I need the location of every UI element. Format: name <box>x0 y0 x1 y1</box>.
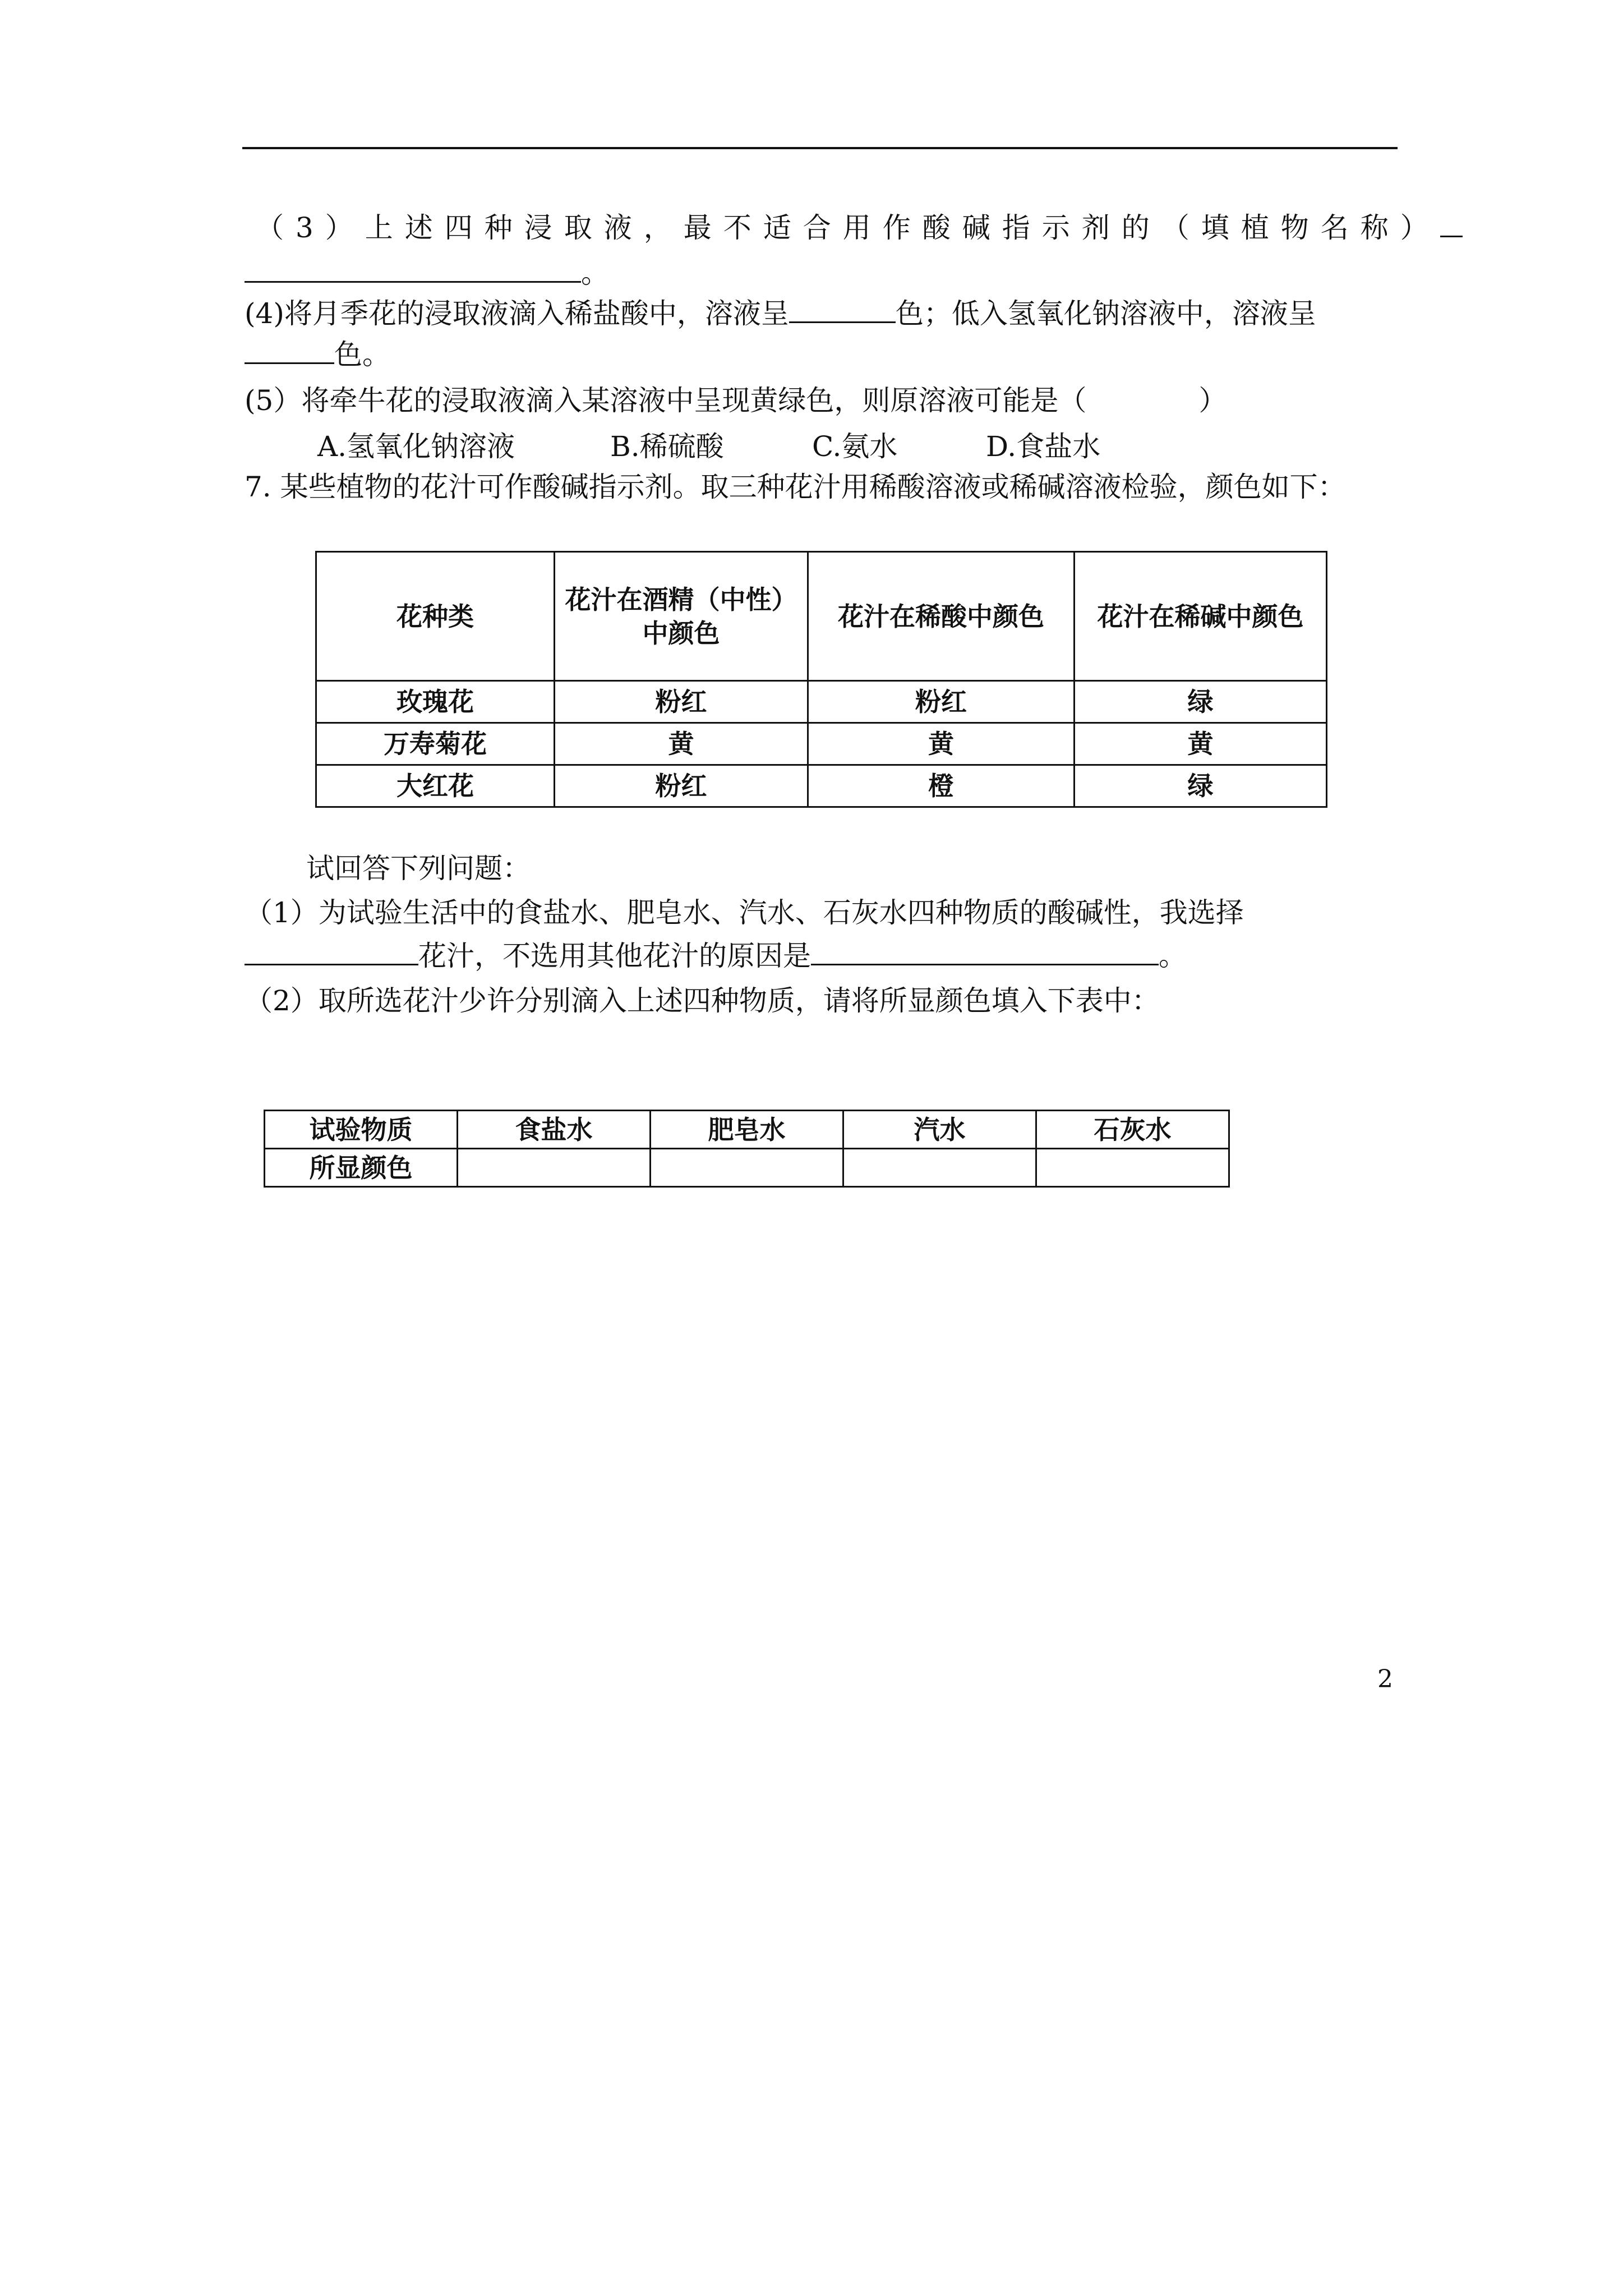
header-salt-water: 食盐水 <box>458 1111 651 1149</box>
q5-close: ） <box>1198 384 1227 417</box>
cell-alcohol: 粉红 <box>555 765 808 807</box>
cell-acid: 黄 <box>808 723 1075 765</box>
q7-p1-text-b: 花汁，不选用其他花汁的原因是 <box>418 940 811 972</box>
header-flower-type: 花种类 <box>316 552 555 681</box>
cell-base: 绿 <box>1075 765 1327 807</box>
header-alcohol-color-text: 花汁在酒精（中性）中颜色 <box>565 584 797 648</box>
q4-blank-base[interactable] <box>245 338 334 364</box>
table-row <box>265 1149 1229 1187</box>
header-acid-color: 花汁在稀酸中颜色 <box>808 552 1075 681</box>
cell-flower: 玫瑰花 <box>316 681 555 723</box>
q3-answer-blank[interactable] <box>245 256 581 283</box>
cell-alcohol: 粉红 <box>555 681 808 723</box>
cell-base: 黄 <box>1075 723 1327 765</box>
q7-intro: 7. 某些植物的花汁可作酸碱指示剂。取三种花汁用稀酸溶液或稀碱溶液检验，颜色如下： <box>245 471 1346 503</box>
q4-text-b: 色；低入氢氧化钠溶液中，溶液呈 <box>895 297 1316 330</box>
q5-option-c[interactable]: C.氨水 <box>812 430 898 463</box>
q4-blank-acid[interactable] <box>789 297 896 323</box>
table-row <box>316 681 1327 723</box>
header-base-color: 花汁在稀碱中颜色 <box>1075 552 1327 681</box>
row-label-color: 所显颜色 <box>265 1149 458 1187</box>
q3-text: （3）上述四种浸取液，最不适合用作酸碱指示剂的（填植物名称） <box>256 211 1440 244</box>
q7-p2-line: （2）取所选花汁少许分别滴入上述四种物质，请将所显颜色填入下表中： <box>245 984 1160 1017</box>
cell-flower: 大红花 <box>316 765 555 807</box>
table-row <box>316 723 1327 765</box>
header-alcohol-color <box>555 552 808 681</box>
q4-text-a: (4)将月季花的浸取液滴入稀盐酸中，溶液呈 <box>245 297 789 330</box>
cell-base: 绿 <box>1075 681 1327 723</box>
q5-text: (5）将牵牛花的浸取液滴入某溶液中呈现黄绿色，则原溶液可能是（ <box>245 384 1087 417</box>
answer-cell-soap-water[interactable] <box>651 1149 843 1187</box>
test-table-header-row <box>265 1111 1229 1149</box>
q4-line <box>245 296 1316 332</box>
table-row <box>316 765 1327 807</box>
q7-p1-blank-flower[interactable] <box>245 939 418 965</box>
q4-continuation <box>245 337 390 372</box>
header-test-substance: 试验物质 <box>265 1111 458 1149</box>
q7-p1-line: （1）为试验生活中的食盐水、肥皂水、汽水、石灰水四种物质的酸碱性，我选择 <box>245 896 1244 929</box>
flower-color-table <box>315 551 1327 808</box>
q5-option-d[interactable]: D.食盐水 <box>986 430 1101 463</box>
cell-acid: 橙 <box>808 765 1075 807</box>
answer-cell-lime-water[interactable] <box>1036 1149 1229 1187</box>
q5-option-a[interactable]: A.氢氧化钠溶液 <box>317 430 515 463</box>
q3-end: 。 <box>581 257 609 289</box>
q5-line <box>245 383 1227 418</box>
header-rule <box>242 147 1398 149</box>
q7-p1-end: 。 <box>1159 940 1187 972</box>
q3-line <box>256 210 1463 246</box>
header-soap-water: 肥皂水 <box>651 1111 843 1149</box>
q7-p1-continuation <box>245 938 1187 974</box>
q5-option-b[interactable]: B.稀硫酸 <box>610 430 724 463</box>
answer-cell-salt-water[interactable] <box>458 1149 651 1187</box>
q7-prompt: 试回答下列问题： <box>306 852 531 885</box>
test-substance-table <box>264 1110 1230 1188</box>
header-soda: 汽水 <box>843 1111 1036 1149</box>
flower-table-header-row <box>316 552 1327 681</box>
cell-alcohol: 黄 <box>555 723 808 765</box>
q7-p1-blank-reason[interactable] <box>811 939 1159 965</box>
q3-blank-tail <box>1440 211 1463 237</box>
q3-continuation <box>245 255 609 291</box>
q4-text-c: 色。 <box>334 338 390 371</box>
answer-cell-soda[interactable] <box>843 1149 1036 1187</box>
page-number: 2 <box>1377 1665 1393 1694</box>
header-lime-water: 石灰水 <box>1036 1111 1229 1149</box>
cell-flower: 万寿菊花 <box>316 723 555 765</box>
cell-acid: 粉红 <box>808 681 1075 723</box>
